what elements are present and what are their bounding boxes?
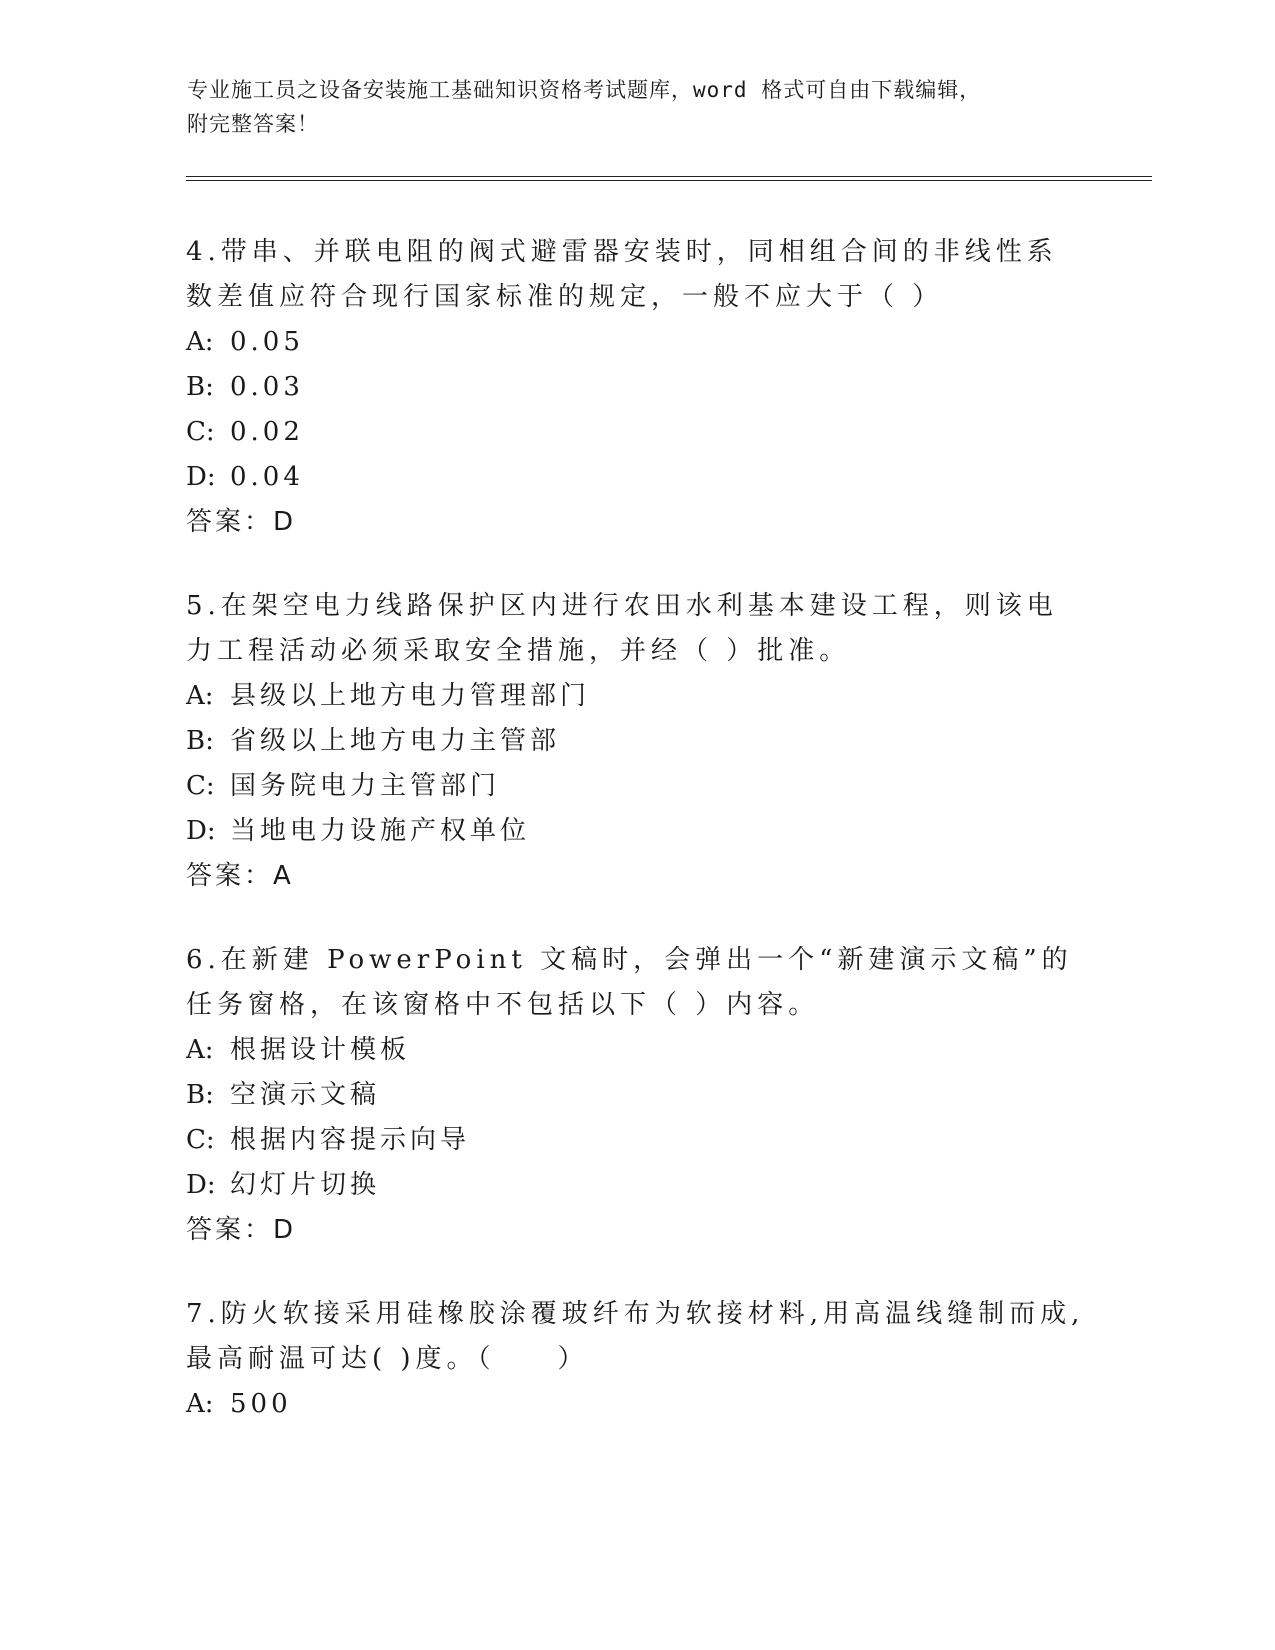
- question-5: [186, 584, 1086, 899]
- question-stem: 7.防火软接采用硅橡胶涂覆玻纤布为软接材料,用高温线缝制而成,最高耐温可达( )度。（ ）: [186, 1299, 1085, 1374]
- option-a: [186, 320, 1086, 365]
- option-text: 0.03: [230, 372, 304, 402]
- option-text: 根据内容提示向导: [230, 1125, 471, 1155]
- option-label: B:: [186, 372, 214, 402]
- question-7: [186, 1292, 1086, 1427]
- option-label: C:: [186, 771, 215, 801]
- option-text: 国务院电力主管部门: [230, 771, 501, 801]
- option-text: 县级以上地方电力管理部门: [230, 681, 591, 711]
- option-text: 根据设计模板: [230, 1035, 411, 1065]
- option-label: A:: [186, 1035, 214, 1065]
- option-label: D:: [186, 462, 216, 492]
- option-a: [186, 674, 1086, 719]
- option-a: [186, 1382, 1086, 1427]
- option-b: [186, 365, 1086, 410]
- question-stem: 4.带串、并联电阻的阀式避雷器安装时，同相组合间的非线性系数差值应符合现行国家标准的规定，一般不应大于（ ）: [186, 237, 1058, 312]
- question-stem: 6.在新建 PowerPoint 文稿时，会弹出一个“新建演示文稿”的任务窗格，在该窗格中不包括以下（ ）内容。: [186, 945, 1073, 1020]
- document-header: [187, 73, 1147, 141]
- option-label: A:: [186, 327, 214, 357]
- option-c: [186, 410, 1086, 455]
- option-d: [186, 455, 1086, 500]
- option-text: 500: [230, 1389, 292, 1419]
- option-label: C:: [186, 417, 215, 447]
- option-text: 幻灯片切换: [230, 1170, 381, 1200]
- question-4: [186, 230, 1086, 545]
- answer-line: 答案：D: [186, 507, 297, 537]
- option-d: [186, 1163, 1086, 1208]
- option-a: [186, 1028, 1086, 1073]
- header-line-2: 附完整答案！: [187, 112, 319, 136]
- option-text: 0.02: [230, 417, 304, 447]
- option-text: 省级以上地方电力主管部: [230, 726, 561, 756]
- option-text: 当地电力设施产权单位: [230, 816, 531, 846]
- header-line-1: 专业施工员之设备安装施工基础知识资格考试题库，word 格式可自由下载编辑，: [187, 78, 982, 102]
- option-text: 空演示文稿: [230, 1080, 381, 1110]
- option-text: 0.04: [230, 462, 304, 492]
- answer-line: 答案：D: [186, 1215, 297, 1245]
- option-c: [186, 764, 1086, 809]
- question-6: [186, 938, 1086, 1253]
- option-text: 0.05: [230, 327, 304, 357]
- option-label: D:: [186, 816, 216, 846]
- answer-line: 答案：A: [186, 861, 294, 891]
- question-list: [186, 230, 1086, 1466]
- option-c: [186, 1118, 1086, 1163]
- option-d: [186, 809, 1086, 854]
- option-label: B:: [186, 1080, 214, 1110]
- option-label: C:: [186, 1125, 215, 1155]
- option-b: [186, 719, 1086, 764]
- option-b: [186, 1073, 1086, 1118]
- option-label: D:: [186, 1170, 216, 1200]
- option-label: B:: [186, 726, 214, 756]
- header-divider: [186, 176, 1152, 181]
- option-label: A:: [186, 681, 214, 711]
- option-label: A:: [186, 1389, 214, 1419]
- question-stem: 5.在架空电力线路保护区内进行农田水利基本建设工程，则该电力工程活动必须采取安全措施，并经（ ）批准。: [186, 591, 1058, 666]
